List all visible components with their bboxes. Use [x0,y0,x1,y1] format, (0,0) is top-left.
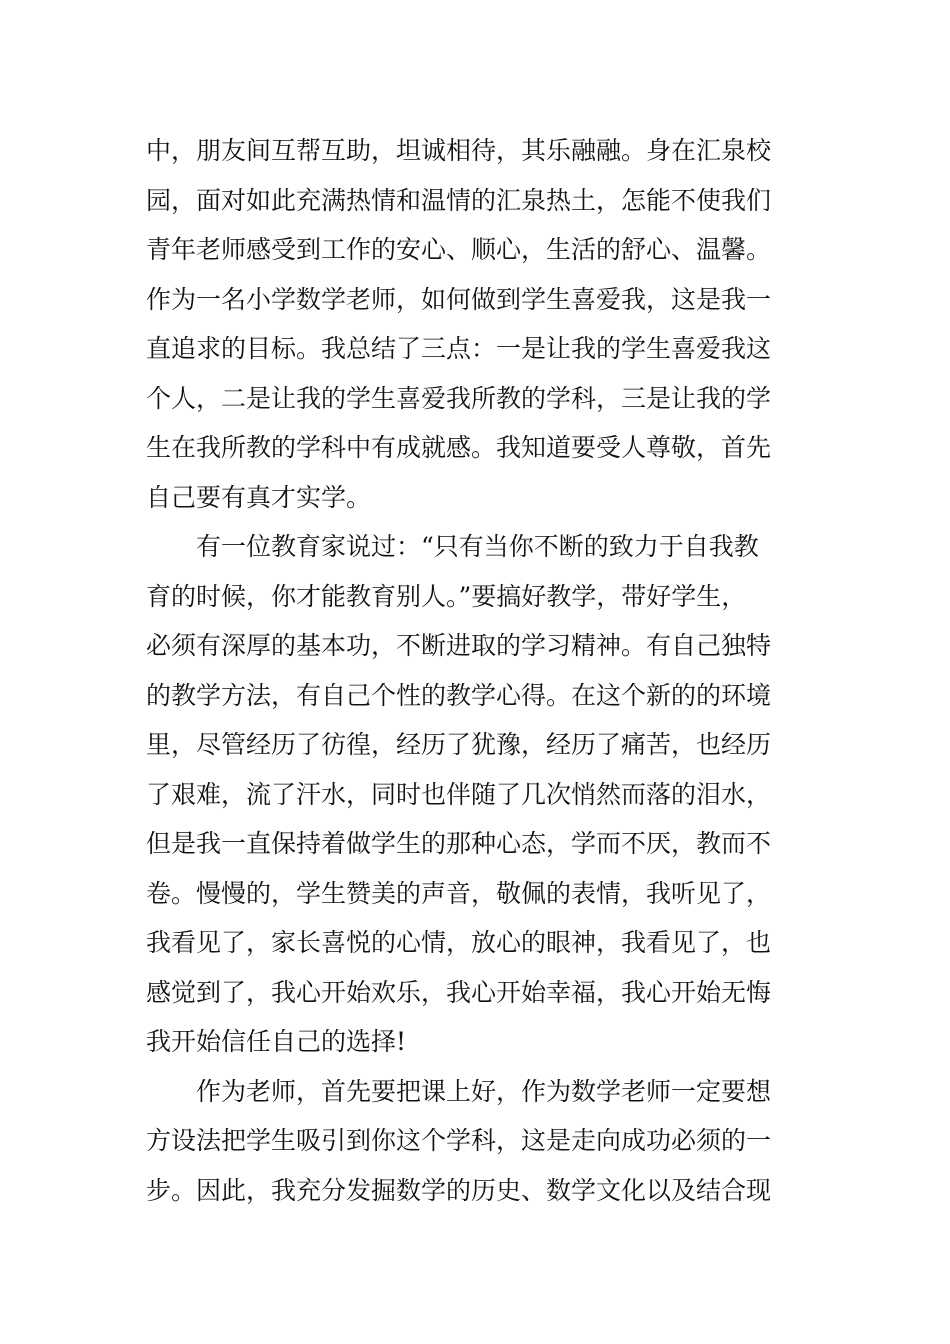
text-line: 里，尽管经历了彷徨，经历了犹豫，经历了痛苦，也经历 [146,730,772,759]
text-line: 方设法把学生吸引到你这个学科，这是走向成功必须的一 [146,1126,772,1155]
body-text [146,126,810,1215]
text-line: 自己要有真才实学。 [146,482,372,512]
text-line: 育的时候，你才能教育别人。”要搞好教学，带好学生， [146,581,747,611]
text-line: 必须有深厚的基本功，不断进取的学习精神。有自己独特 [146,631,772,660]
text-line: 有一位教育家说过：“只有当你不断的致力于自我教 [146,532,759,561]
text-line: 感觉到了，我心开始欢乐，我心开始幸福，我心开始无悔 [146,977,772,1007]
text-line: 但是我一直保持着做学生的那种心态，学而不厌，教而不 [146,829,772,858]
text-line: 个人，二是让我的学生喜爱我所教的学科，三是让我的学 [146,383,772,413]
text-line: 我开始信任自己的选择! [146,1027,407,1056]
text-line: 直追求的目标。我总结了三点：一是让我的学生喜爱我这 [146,334,772,363]
text-line: 了艰难，流了汗水，同时也伴随了几次悄然而落的泪水， [146,779,772,809]
text-line: 青年老师感受到工作的安心、顺心，生活的舒心、温馨。 [146,235,772,264]
text-line: 我看见了，家长喜悦的心情，放心的眼神，我看见了，也 [146,928,772,957]
text-line: 中，朋友间互帮互助，坦诚相待，其乐融融。身在汇泉校 [146,136,772,165]
text-line: 卷。慢慢的，学生赞美的声音，敬佩的表情，我听见了， [146,878,772,908]
text-line: 作为一名小学数学老师，如何做到学生喜爱我，这是我一 [146,284,772,314]
text-line: 的教学方法，有自己个性的教学心得。在这个新的的环境 [146,680,772,710]
text-line: 作为老师，首先要把课上好，作为数学老师一定要想 [146,1076,772,1106]
text-line: 园，面对如此充满热情和温情的汇泉热土，怎能不使我们 [146,185,772,215]
text-line: 步。因此，我充分发掘数学的历史、数学文化以及结合现 [146,1175,772,1205]
text-line: 生在我所教的学科中有成就感。我知道要受人尊敬，首先 [146,433,772,462]
